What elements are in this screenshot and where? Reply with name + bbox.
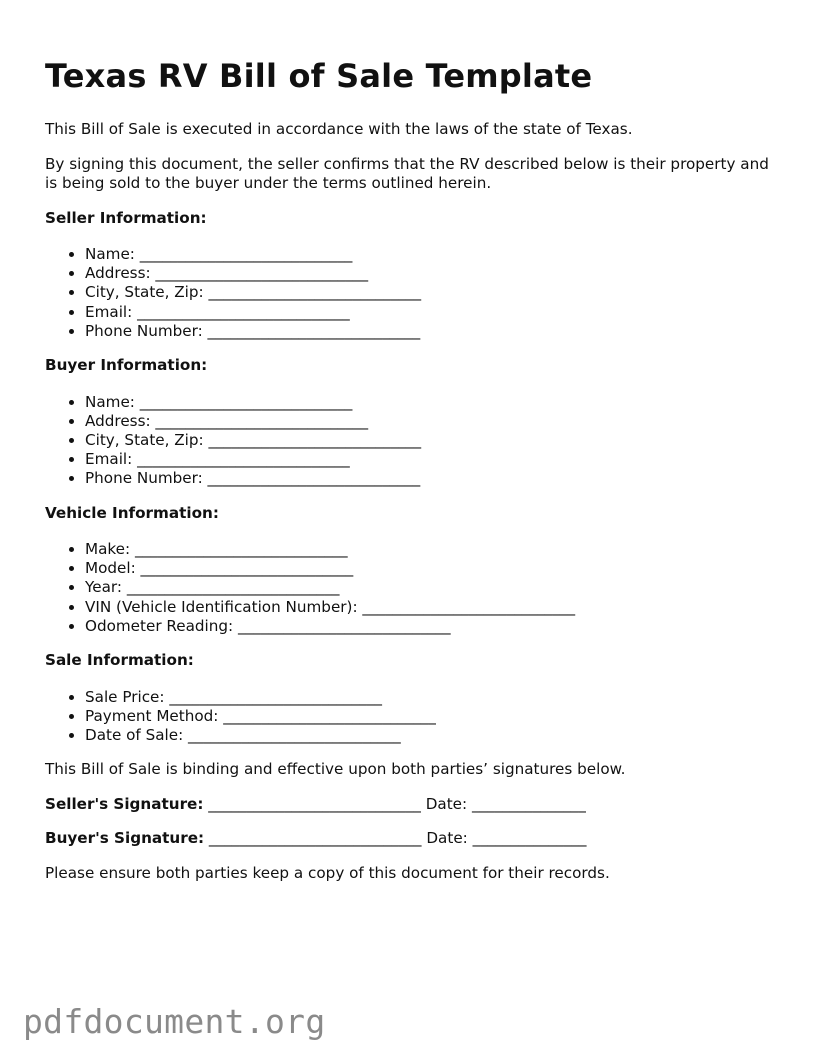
intro-paragraph-2: By signing this document, the seller confirms that the RV described below is their property and is being sold to the buyer under the terms outlined herein. bbox=[45, 154, 769, 192]
buyer-signature-label: Buyer's Signature: bbox=[45, 829, 205, 848]
buyer-signature-blank: ____________________________ Date: _______________ bbox=[204, 829, 587, 848]
vehicle-model-field: • Model: ____________________________ bbox=[85, 559, 785, 578]
seller-signature-label: Seller's Signature: bbox=[45, 794, 204, 813]
buyer-email-field: • Email: ____________________________ bbox=[85, 450, 785, 469]
seller-address-field: • Address: ____________________________ bbox=[85, 264, 785, 283]
seller-signature-blank: ____________________________ Date: _______________ bbox=[203, 794, 586, 813]
vehicle-year-field: • Year: ____________________________ bbox=[85, 578, 785, 597]
buyer-name-field: • Name: ____________________________ bbox=[85, 393, 785, 412]
buyer-signature-line bbox=[45, 829, 785, 849]
sale-price-field: • Sale Price: ____________________________ bbox=[85, 688, 785, 707]
date-of-sale-field: • Date of Sale: ____________________________ bbox=[85, 726, 785, 745]
document-page bbox=[45, 52, 785, 898]
payment-method-field: • Payment Method: ____________________________ bbox=[85, 707, 785, 726]
buyer-phone-field: • Phone Number: ____________________________ bbox=[85, 469, 785, 488]
vehicle-section-heading: Vehicle Information: bbox=[45, 503, 219, 522]
sale-info-list bbox=[45, 688, 785, 746]
vehicle-vin-field: • VIN (Vehicle Identification Number): ____________________________ bbox=[85, 598, 785, 617]
seller-section-heading: Seller Information: bbox=[45, 208, 207, 227]
intro-paragraph-1: This Bill of Sale is executed in accordance with the laws of the state of Texas. bbox=[45, 120, 633, 138]
buyer-city-state-zip-field: • City, State, Zip: ____________________________ bbox=[85, 431, 785, 450]
watermark-text: pdfdocument.org bbox=[23, 1002, 326, 1041]
vehicle-odometer-field: • Odometer Reading: ____________________________ bbox=[85, 617, 785, 636]
buyer-address-field: • Address: ____________________________ bbox=[85, 412, 785, 431]
buyer-section-heading: Buyer Information: bbox=[45, 356, 208, 375]
closing-note: Please ensure both parties keep a copy of this document for their records. bbox=[45, 863, 610, 882]
seller-signature-line bbox=[45, 795, 785, 815]
seller-name-field: • Name: ____________________________ bbox=[85, 245, 785, 264]
seller-phone-field: • Phone Number: ____________________________ bbox=[85, 322, 785, 341]
document-title: Texas RV Bill of Sale Template bbox=[45, 57, 593, 95]
seller-email-field: • Email: ____________________________ bbox=[85, 303, 785, 322]
seller-info-list bbox=[45, 245, 785, 341]
vehicle-info-list bbox=[45, 540, 785, 636]
vehicle-make-field: • Make: ____________________________ bbox=[85, 540, 785, 559]
sale-section-heading: Sale Information: bbox=[45, 651, 194, 670]
binding-statement: This Bill of Sale is binding and effective upon both parties’ signatures below. bbox=[45, 760, 626, 779]
seller-city-state-zip-field: • City, State, Zip: ____________________________ bbox=[85, 283, 785, 302]
buyer-info-list bbox=[45, 393, 785, 489]
